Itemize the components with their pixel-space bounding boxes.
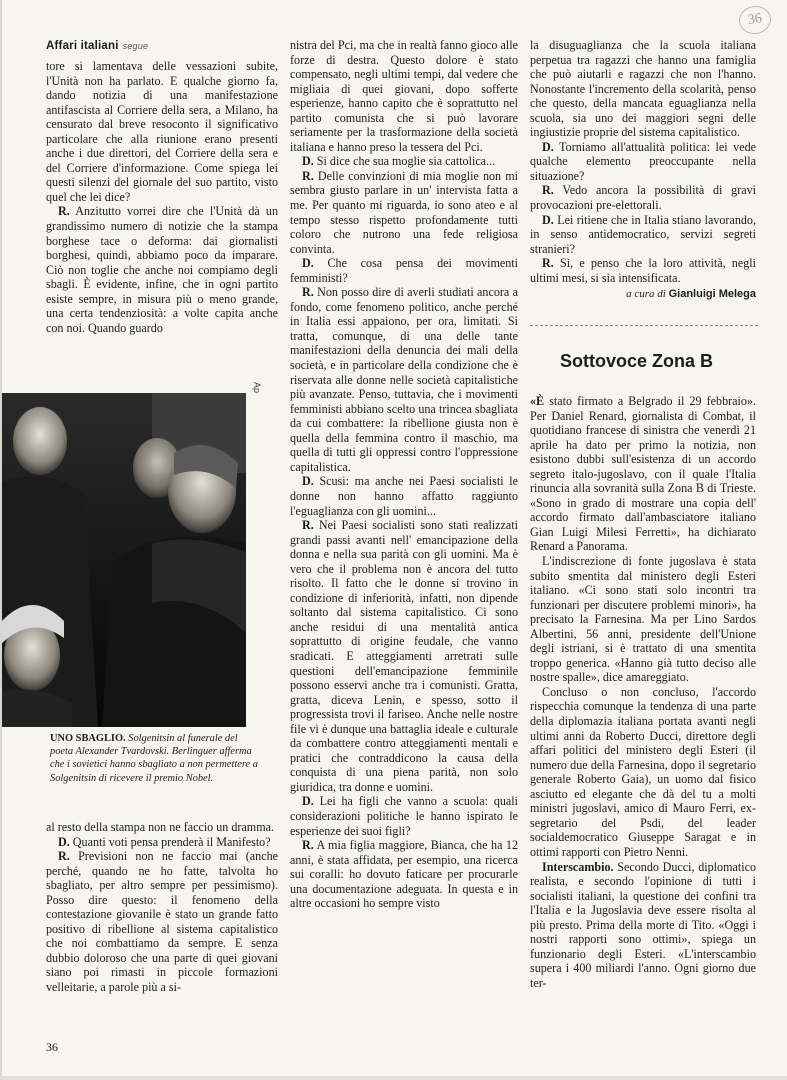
column-3-top-paragraphs xyxy=(530,38,756,285)
section-title: Sottovoce Zona B xyxy=(560,351,714,371)
paragraph xyxy=(290,474,518,518)
speaker-marker: D. xyxy=(302,474,314,489)
byline xyxy=(530,287,756,302)
speaker-marker: R. xyxy=(542,183,554,198)
byline-name: Gianluigi Melega xyxy=(668,288,756,301)
paragraph-text: Che cosa pensa dei movimenti femministi? xyxy=(290,256,518,285)
paragraph-text: Vedo ancora la possibilità di gravi provocazioni pre-elettorali. xyxy=(530,183,756,213)
caption-text: Solgenitsin al funerale del poeta Alexander Tvardovski. Berlinguer afferma che i sovietici hanno sbagliato a non permettere a Solgenitsin di ricevere il premio Nobel. xyxy=(50,733,258,784)
byline-prefix: a cura di xyxy=(626,288,666,301)
page-number: 36 xyxy=(46,1040,58,1054)
paragraph-text: al resto della stampa non ne faccio un dramma. xyxy=(46,820,275,834)
paragraph xyxy=(530,256,756,285)
speaker-marker: D. xyxy=(302,256,314,271)
paragraph-text: tore si lamentava delle vessazioni subite, l'Unità non ha parlato. E qualche giorno fa, dando notizia di una manifestazione antifascista al Corriere della sera, a Milano, ha censurato dal breve resoconto il significativo particolare che alla riunione erano presenti anche i due direttori, del Corriere della sera e del Corriere d'informazione. Come spiega lei questi silenzi del giornale del suo partito, visto quel che lei dice? xyxy=(46,59,278,204)
section-header xyxy=(46,40,148,52)
paragraph xyxy=(290,794,518,838)
lead-word: «È xyxy=(530,394,545,408)
paragraph xyxy=(290,256,518,285)
speaker-marker: D. xyxy=(302,794,314,809)
speaker-marker: R. xyxy=(302,518,314,533)
paragraph xyxy=(46,204,278,335)
paragraph-text: Nei Paesi socialisti sono stati realizzati grandi passi avanti nell' emancipazione della donna e nella sua parità con gli uomini. Ma è vero che il problema non è ancora del tutto risolto. Il fatto che le donne si trovino in condizione di inferiorità, infatti, non dipende soltanto dal sistema capitalistico. Ci sono anche residui di una mentalità antica soprattutto di origine feudale, che vanno sradicati. E atteggiamenti arretrati sulle questioni dell'emancipazione femminile possono esservi anche tra i comunisti. Gratta, gratta, diceva Lenin, e spesso, sotto il progressista trovi il fariseo. Anche nelle nostre file vi è dunque una battaglia ideale e culturale da combattere contro atteggiamenti mentali e pratici che contraddicono la causa della conquista di una piena parità, non solo giuridica, tra donne e uomini. xyxy=(290,518,518,794)
speaker-marker: R. xyxy=(58,849,70,864)
photo-credit: Ap xyxy=(252,382,262,394)
speaker-marker: R. xyxy=(302,168,314,183)
paragraph-text: L'indiscrezione di fonte jugoslava è stata subito smentita dal ministero degli Esteri italiano. «Ci sono stati solo incontri tra funzionari per discutere problemi minori», ha precisato la Farnesina. Ma per Lino Sardos Albertini, 56 anni, presidente dell'Unione degli istriani, si è trattato di una smentita troppo generica. «Hanno già tutto deciso alle nostre spalle», dice amareggiato. xyxy=(530,554,756,685)
scan-edge-bottom xyxy=(0,1076,787,1080)
speaker-marker: D. xyxy=(302,154,314,169)
page-stamp: 36 xyxy=(737,4,773,36)
section-header-title: Affari italiani xyxy=(46,40,119,52)
paragraph xyxy=(530,38,756,140)
paragraph xyxy=(530,394,756,554)
paragraph xyxy=(46,59,278,204)
paragraph-text: Anzitutto vorrei dire che l'Unità dà un grandissimo numero di notizie che la stampa borghese tace o deforma: dai giornalisti borghesi, quindi, abbiamo poco da imparare. Ciò non toglie che anche noi compiamo degli sbagli. È evidente, infine, che in ogni partito esiste sempre, in misura più o meno grande, una certa tendenziosità: a volte capita anche con noi. Quando guardo xyxy=(46,204,278,335)
section-header-segue: segue xyxy=(122,41,149,51)
photo-caption xyxy=(50,732,260,785)
speaker-marker: R. xyxy=(542,256,554,271)
paragraph-text: Concluso o non concluso, l'accordo rispecchia comunque la tendenza di una parte della diplomazia italiana portata avanti negli ultimi anni da Roberto Ducci, direttore degli affari politici del ministero degli Esteri (il numero due della Farnesina, dopo il segretario generale Roberto Gaia), un uomo dal fisico asciutto ed elegante che dà del tu a molti ministri jugoslavi, amico di Mauro Ferri, ex-segretario del Psdi, del leader socialdemocratico Giuseppe Saragat e in ottimi rapporti con Pietro Nenni. xyxy=(530,684,756,859)
paragraph xyxy=(290,285,518,474)
caption-head: UNO SBAGLIO. xyxy=(50,733,126,744)
paragraph-text: A mia figlia maggiore, Bianca, che ha 12 anni, è stata affidata, per esempio, una ricerca sui coralli: ho dovuto faticare per procurarle una documentazione adeguata. In questa e in altre occasioni ho sempre visto xyxy=(290,838,518,911)
paragraph xyxy=(290,838,518,911)
paragraph xyxy=(290,38,518,154)
speaker-marker: R. xyxy=(302,285,314,300)
paragraph-text: la disuguaglianza che la scuola italiana perpetua tra ragazzi che hanno una famiglia che può aiutarli e ragazzi che non l'hanno. Nonostante l'incremento della scolarità, penso che questo, della mancata eguaglianza nella scuola, sia uno dei maggiori segni delle ingiustizie proprie del sistema capitalistico. xyxy=(530,38,756,140)
paragraph xyxy=(530,685,756,860)
paragraph xyxy=(290,169,518,256)
paragraph xyxy=(530,860,756,991)
paragraph xyxy=(290,518,518,794)
lead-word: Interscambio. xyxy=(542,859,614,874)
column-3-top xyxy=(530,38,756,308)
speaker-marker: D. xyxy=(542,212,554,227)
paragraph-text: Si dice che sua moglie sia cattolica... xyxy=(316,154,496,169)
paragraph-text: Torniamo all'attualità politica: lei vede qualche elemento preoccupante nella situazione? xyxy=(530,139,756,183)
paragraph-text: Non posso dire di averli studiati ancora a fondo, come fenomeno politico, anche perché in Italia essi appaiono, per ora, limitati. Si tratta, comunque, di una delle tante manifestazioni della denuncia dei mali della società, e in particolare della condizione che è riservata alle donne nelle società capitalistiche più avanzate. Penso, tuttavia, che i movimenti femministi abbiano scelto una trincea sbagliata da cui combattere: la ribellione giusta non è quella della femmina contro il maschio, ma quella di tutti gli oppressi contro l'oppressione capitalistica. xyxy=(290,285,518,474)
paragraph-text: Lei ha figli che vanno a scuola: quali considerazioni politiche le hanno ispirato le esperienze dei suoi figli? xyxy=(290,794,518,838)
paragraph xyxy=(46,849,278,994)
paragraph-text: nistra del Pci, ma che in realtà fanno gioco alle forze di destra. Questo dolore è stato compensato, negli ultimi tempi, dal vedere che migliaia di quei giovani, dopo sofferte esperienze, hanno capito che è soprattutto nel partito comunista che si può lavorare seriamente per la trasformazione della società italiana e hanno preso la tessera del Pci. xyxy=(290,38,518,154)
paragraph-text: Secondo Ducci, diplomatico realista, e secondo l'opinione di tutti i socialisti italiani, la questione dei confini tra l'Italia e la Jugoslavia deve essere risolta al più presto. Prima della morte di Tito. «Oggi i nostri rapporti sono ottimi», spiega un funzionario degli Esteri. «L'interscambio supera i 400 miliardi l'anno. Ogni giorno due ter- xyxy=(530,859,756,990)
column-1-bottom xyxy=(46,820,278,1040)
speaker-marker: D. xyxy=(542,139,554,154)
paragraph-text: Lei ritiene che in Italia stiano lavorando, in senso antidemocratico, servizi segreti stranieri? xyxy=(530,212,756,256)
paragraph xyxy=(530,554,756,685)
paragraph xyxy=(530,213,756,257)
speaker-marker: R. xyxy=(58,204,70,219)
paragraph xyxy=(46,820,278,835)
section-divider xyxy=(530,325,758,326)
column-1-top xyxy=(46,59,278,389)
paragraph xyxy=(530,183,756,212)
column-2 xyxy=(290,38,518,1048)
paragraph-text: Sì, e penso che la loro attività, negli ultimi mesi, si sia intensificata. xyxy=(530,256,756,285)
photo-figures xyxy=(2,393,246,727)
paragraph xyxy=(290,154,518,169)
speaker-marker: R. xyxy=(302,838,314,853)
paragraph-text: Scusi: ma anche nei Paesi socialisti le donne non hanno affatto raggiunto l'eguaglianza con gli uomini... xyxy=(290,474,518,518)
paragraph xyxy=(530,140,756,184)
paragraph-text: stato firmato a Belgrado il 29 febbraio». Per Daniel Renard, giornalista di Combat, il quotidiano francese di sinistra che venerdì 21 aprile ha dato per primo la notizia, non esistono dubbi sull'esistenza di un accordo segreto italo-jugoslavo, con il quale l'Italia rinuncia alla sovranità sulla Zona B di Trieste. «Sono in grado di mostrare una copia dell' accordo firmato dall'ambasciatore italiano Gian Luigi Milesi Ferretti», ha dichiarato Renard a Panorama. xyxy=(530,394,756,554)
paragraph-text: Previsioni non ne faccio mai (anche perché, quando ne ho fatte, talvolta ho sbagliato, per altro sempre per pessimismo). Posso dire questo: il fenomeno della contestazione giovanile è stato un grande fatto positivo di ribellione al sistema capitalistico che noi combattiamo da sempre. E senza dubbio doloroso che una parte di quei giovani siano poi rimasti in piccole formazioni velleitarie, a parole più a si- xyxy=(46,849,278,995)
paragraph-text: Quanti voti pensa prenderà il Manifesto? xyxy=(72,834,271,849)
paragraph-text: Delle convinzioni di mia moglie non mi sembra giusto parlare in un' intervista fatta a me. Per quanto mi riguarda, io sono ateo e al tempo stesso rispetto profondamente tutti coloro che nutrono una fede religiosa convinta. xyxy=(290,168,518,256)
paragraph xyxy=(46,835,278,850)
column-3-bottom xyxy=(530,394,756,1076)
speaker-marker: D. xyxy=(58,834,70,849)
news-photo xyxy=(2,393,246,727)
